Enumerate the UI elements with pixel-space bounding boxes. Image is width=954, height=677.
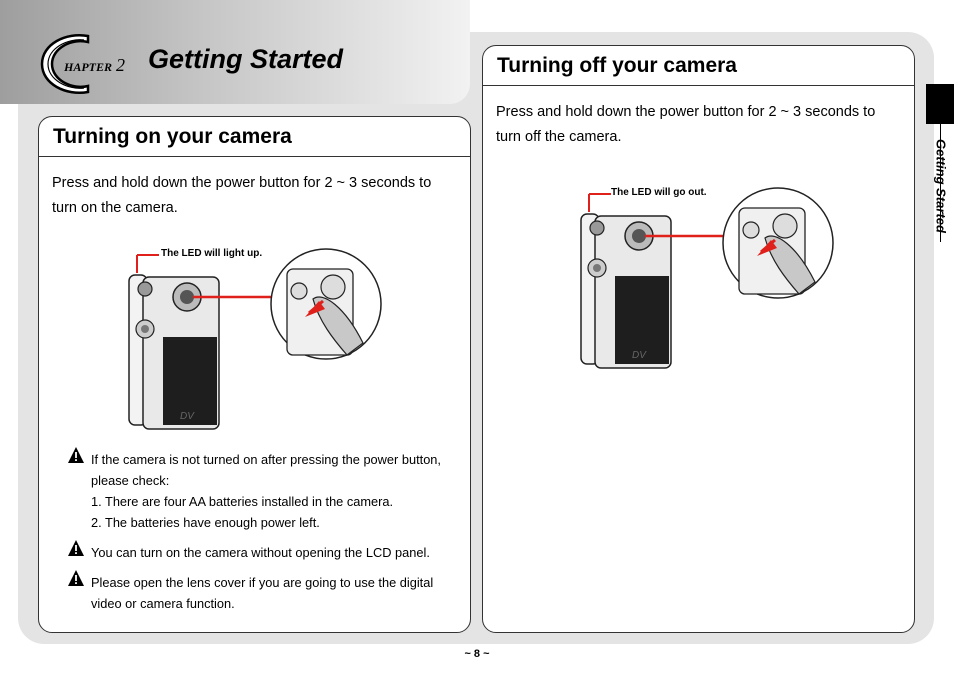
chapter-logo-text: HAPTER bbox=[64, 60, 113, 74]
camera-brand-mark: DV bbox=[180, 411, 194, 422]
camera-power-on-illustration bbox=[123, 247, 383, 433]
turning-off-section bbox=[482, 45, 915, 633]
led-callout-label: The LED will go out. bbox=[611, 187, 707, 198]
led-callout-label: The LED will light up. bbox=[161, 248, 263, 259]
note-line: 1. There are four AA batteries installed in the camera. bbox=[91, 494, 394, 509]
warning-icon bbox=[67, 446, 85, 464]
section-title: Turning off your camera bbox=[483, 46, 914, 86]
section-body: Press and hold down the power button for 2 ~ 3 seconds to turn on the camera. bbox=[52, 175, 432, 216]
chapter-header bbox=[0, 0, 470, 104]
warning-note bbox=[65, 542, 465, 563]
note-line: You can turn on the camera without opening the LCD panel. bbox=[91, 545, 430, 560]
camera-brand-mark: DV bbox=[632, 350, 646, 361]
note-line: Please open the lens cover if you are going to use the digital video or camera function. bbox=[91, 575, 434, 611]
warning-icon bbox=[67, 539, 85, 557]
zoom-detail-circle bbox=[723, 188, 833, 298]
warning-note bbox=[65, 449, 465, 533]
section-body: Press and hold down the power button for 2 ~ 3 seconds to turn off the camera. bbox=[496, 104, 876, 145]
side-tab-label: Getting Started bbox=[933, 139, 949, 233]
warning-note bbox=[65, 572, 465, 614]
chapter-number: 2 bbox=[116, 55, 125, 75]
chapter-title: Getting Started bbox=[148, 44, 344, 74]
note-line: 2. The batteries have enough power left. bbox=[91, 515, 320, 530]
warning-icon bbox=[67, 569, 85, 587]
camera-power-off-illustration bbox=[575, 186, 835, 372]
side-tab-marker bbox=[926, 84, 954, 124]
turning-on-section bbox=[38, 116, 471, 633]
section-title: Turning on your camera bbox=[39, 117, 470, 157]
zoom-detail-circle bbox=[271, 249, 381, 359]
page-number: ~ 8 ~ bbox=[464, 648, 490, 660]
warning-notes bbox=[65, 449, 465, 623]
chapter-logo bbox=[36, 30, 146, 98]
note-line: If the camera is not turned on after pressing the power button, please check: bbox=[91, 452, 441, 488]
